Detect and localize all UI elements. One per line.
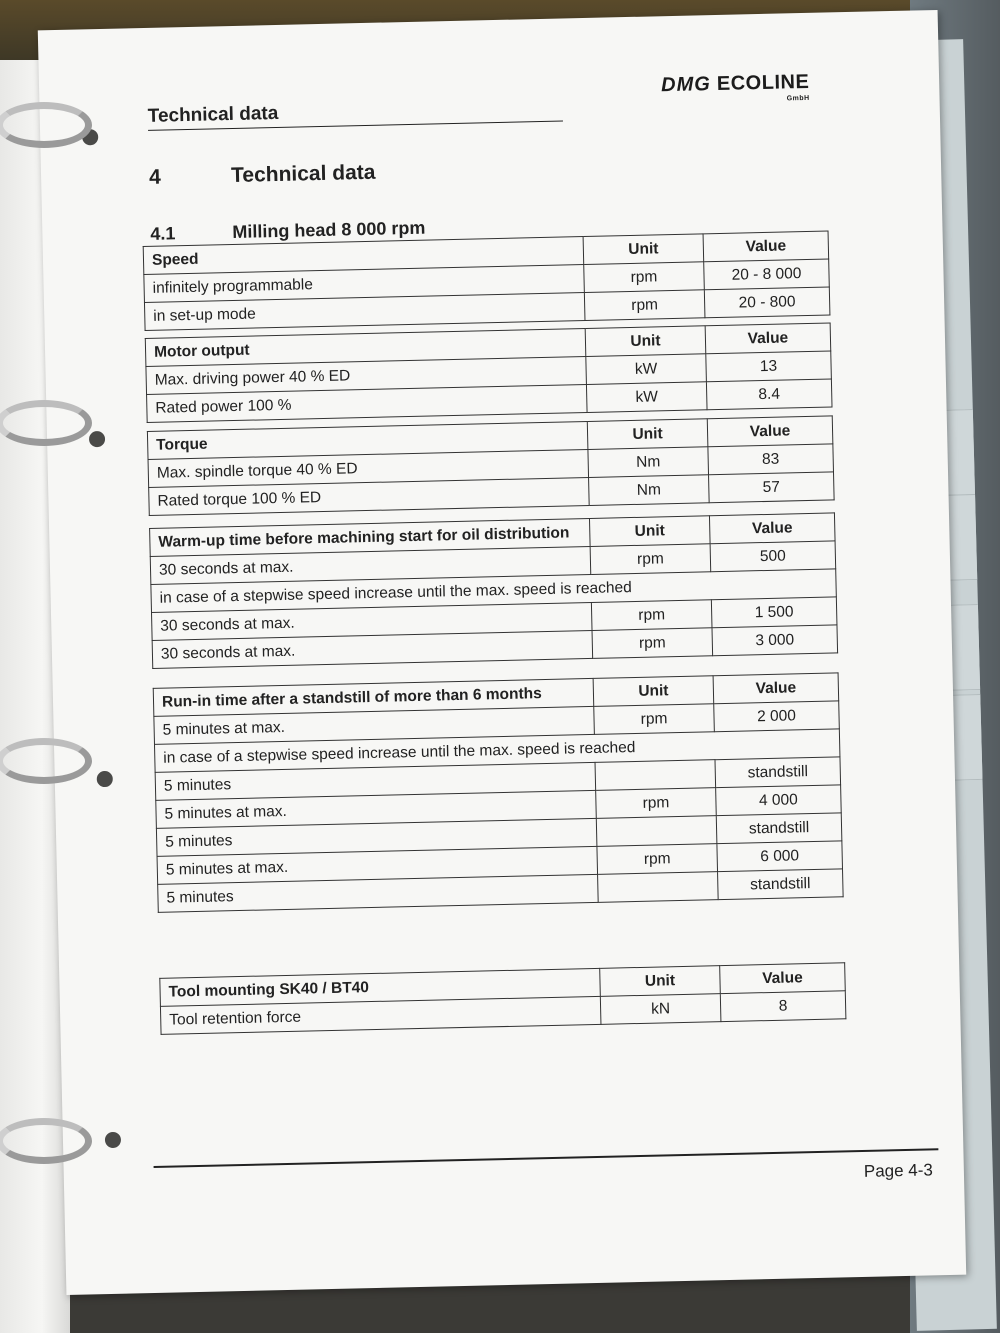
row-label: 5 minutes at max. (156, 790, 597, 828)
table-heading: Torque (147, 422, 588, 460)
section-title: Milling head 8 000 rpm (232, 217, 426, 243)
row-value: 20 - 8 000 (704, 259, 830, 290)
row-unit: kW (586, 382, 707, 413)
row-value: 13 (706, 351, 832, 382)
row-unit: Nm (588, 447, 709, 478)
footer-rule (154, 1148, 939, 1168)
logo-name: ECOLINE (716, 70, 810, 95)
row-label: 30 seconds at max. (150, 546, 591, 584)
row-value: 8.4 (706, 379, 832, 410)
row-value: 83 (708, 444, 834, 475)
unit-header: Unit (587, 419, 708, 450)
row-label: 5 minutes (156, 818, 597, 856)
page-number: Page 4-3 (863, 1160, 934, 1181)
row-label: Max. spindle torque 40 % ED (148, 449, 589, 487)
row-unit: kN (600, 994, 721, 1025)
row-value: standstill (718, 869, 844, 900)
table-note: in case of a stepwise speed increase until the max. speed is reached (154, 729, 839, 773)
table-heading: Motor output (145, 329, 586, 367)
chapter-heading (148, 160, 376, 190)
row-label: Tool retention force (160, 996, 601, 1034)
table-heading: Warm-up time before machining start for oil distribution (150, 518, 591, 556)
row-value: 1 500 (711, 597, 837, 628)
value-header: Value (720, 963, 846, 994)
row-unit: Nm (589, 475, 710, 506)
binder-ring (0, 400, 92, 446)
row-label: 5 minutes at max. (157, 846, 598, 884)
row-value: standstill (716, 813, 842, 844)
row-unit (596, 816, 717, 847)
row-unit: rpm (584, 290, 705, 321)
value-header: Value (709, 513, 835, 544)
warmup-table (149, 512, 838, 669)
table-heading: Tool mounting SK40 / BT40 (160, 968, 601, 1006)
table-note: in case of a stepwise speed increase until the max. speed is reached (151, 569, 836, 613)
binder-ring (0, 738, 92, 784)
value-header: Value (705, 323, 831, 354)
document-page (38, 10, 966, 1295)
row-value: 8 (720, 991, 846, 1022)
value-header: Value (713, 673, 839, 704)
row-value: 500 (710, 541, 836, 572)
row-unit (595, 760, 716, 791)
running-header: Technical data (147, 102, 279, 127)
row-label: 5 minutes (155, 762, 596, 800)
logo-brand: DMG (660, 73, 712, 97)
value-header: Value (707, 416, 833, 447)
row-label: 5 minutes at max. (154, 706, 595, 744)
row-label: Rated power 100 % (147, 385, 588, 423)
binder-ring (0, 102, 92, 148)
row-value: 20 - 800 (704, 287, 830, 318)
binder-ring (0, 1118, 92, 1164)
value-header: Value (703, 231, 829, 262)
torque-table (147, 415, 835, 516)
row-unit: kW (586, 354, 707, 385)
row-unit: rpm (596, 788, 717, 819)
row-unit: rpm (584, 262, 705, 293)
row-unit: rpm (590, 544, 711, 575)
unit-header: Unit (589, 516, 710, 547)
runin-table (153, 672, 844, 913)
unit-header: Unit (600, 966, 721, 997)
speed-table (143, 230, 831, 331)
row-label: 30 seconds at max. (152, 630, 593, 668)
section-number: 4.1 (150, 223, 176, 244)
row-label: Rated torque 100 % ED (149, 477, 590, 515)
unit-header: Unit (585, 326, 706, 357)
row-label: infinitely programmable (144, 265, 585, 303)
chapter-number: 4 (148, 165, 162, 189)
row-label: 30 seconds at max. (152, 602, 593, 640)
row-label: in set-up mode (144, 293, 585, 331)
logo-sub: GmbH (786, 94, 810, 103)
row-value: 6 000 (717, 841, 843, 872)
row-value: 2 000 (714, 701, 840, 732)
row-value: 57 (709, 472, 835, 503)
chapter-title: Technical data (230, 160, 376, 188)
motor-output-table (145, 322, 833, 423)
unit-header: Unit (583, 234, 704, 265)
company-logo (660, 70, 810, 103)
row-label: 5 minutes (158, 874, 599, 912)
table-heading: Speed (143, 237, 584, 275)
row-unit (598, 872, 719, 903)
row-value: standstill (715, 757, 841, 788)
row-unit: rpm (591, 600, 712, 631)
section-heading (150, 217, 426, 245)
tool-mounting-table (159, 962, 846, 1035)
row-value: 3 000 (712, 625, 838, 656)
row-unit: rpm (594, 704, 715, 735)
table-heading: Run-in time after a standstill of more than 6 months (153, 678, 594, 716)
unit-header: Unit (593, 676, 714, 707)
row-unit: rpm (597, 844, 718, 875)
row-unit: rpm (592, 628, 713, 659)
row-value: 4 000 (716, 785, 842, 816)
punch-hole (97, 771, 113, 787)
punch-hole (105, 1132, 121, 1148)
punch-hole (89, 431, 105, 447)
row-label: Max. driving power 40 % ED (146, 357, 587, 395)
